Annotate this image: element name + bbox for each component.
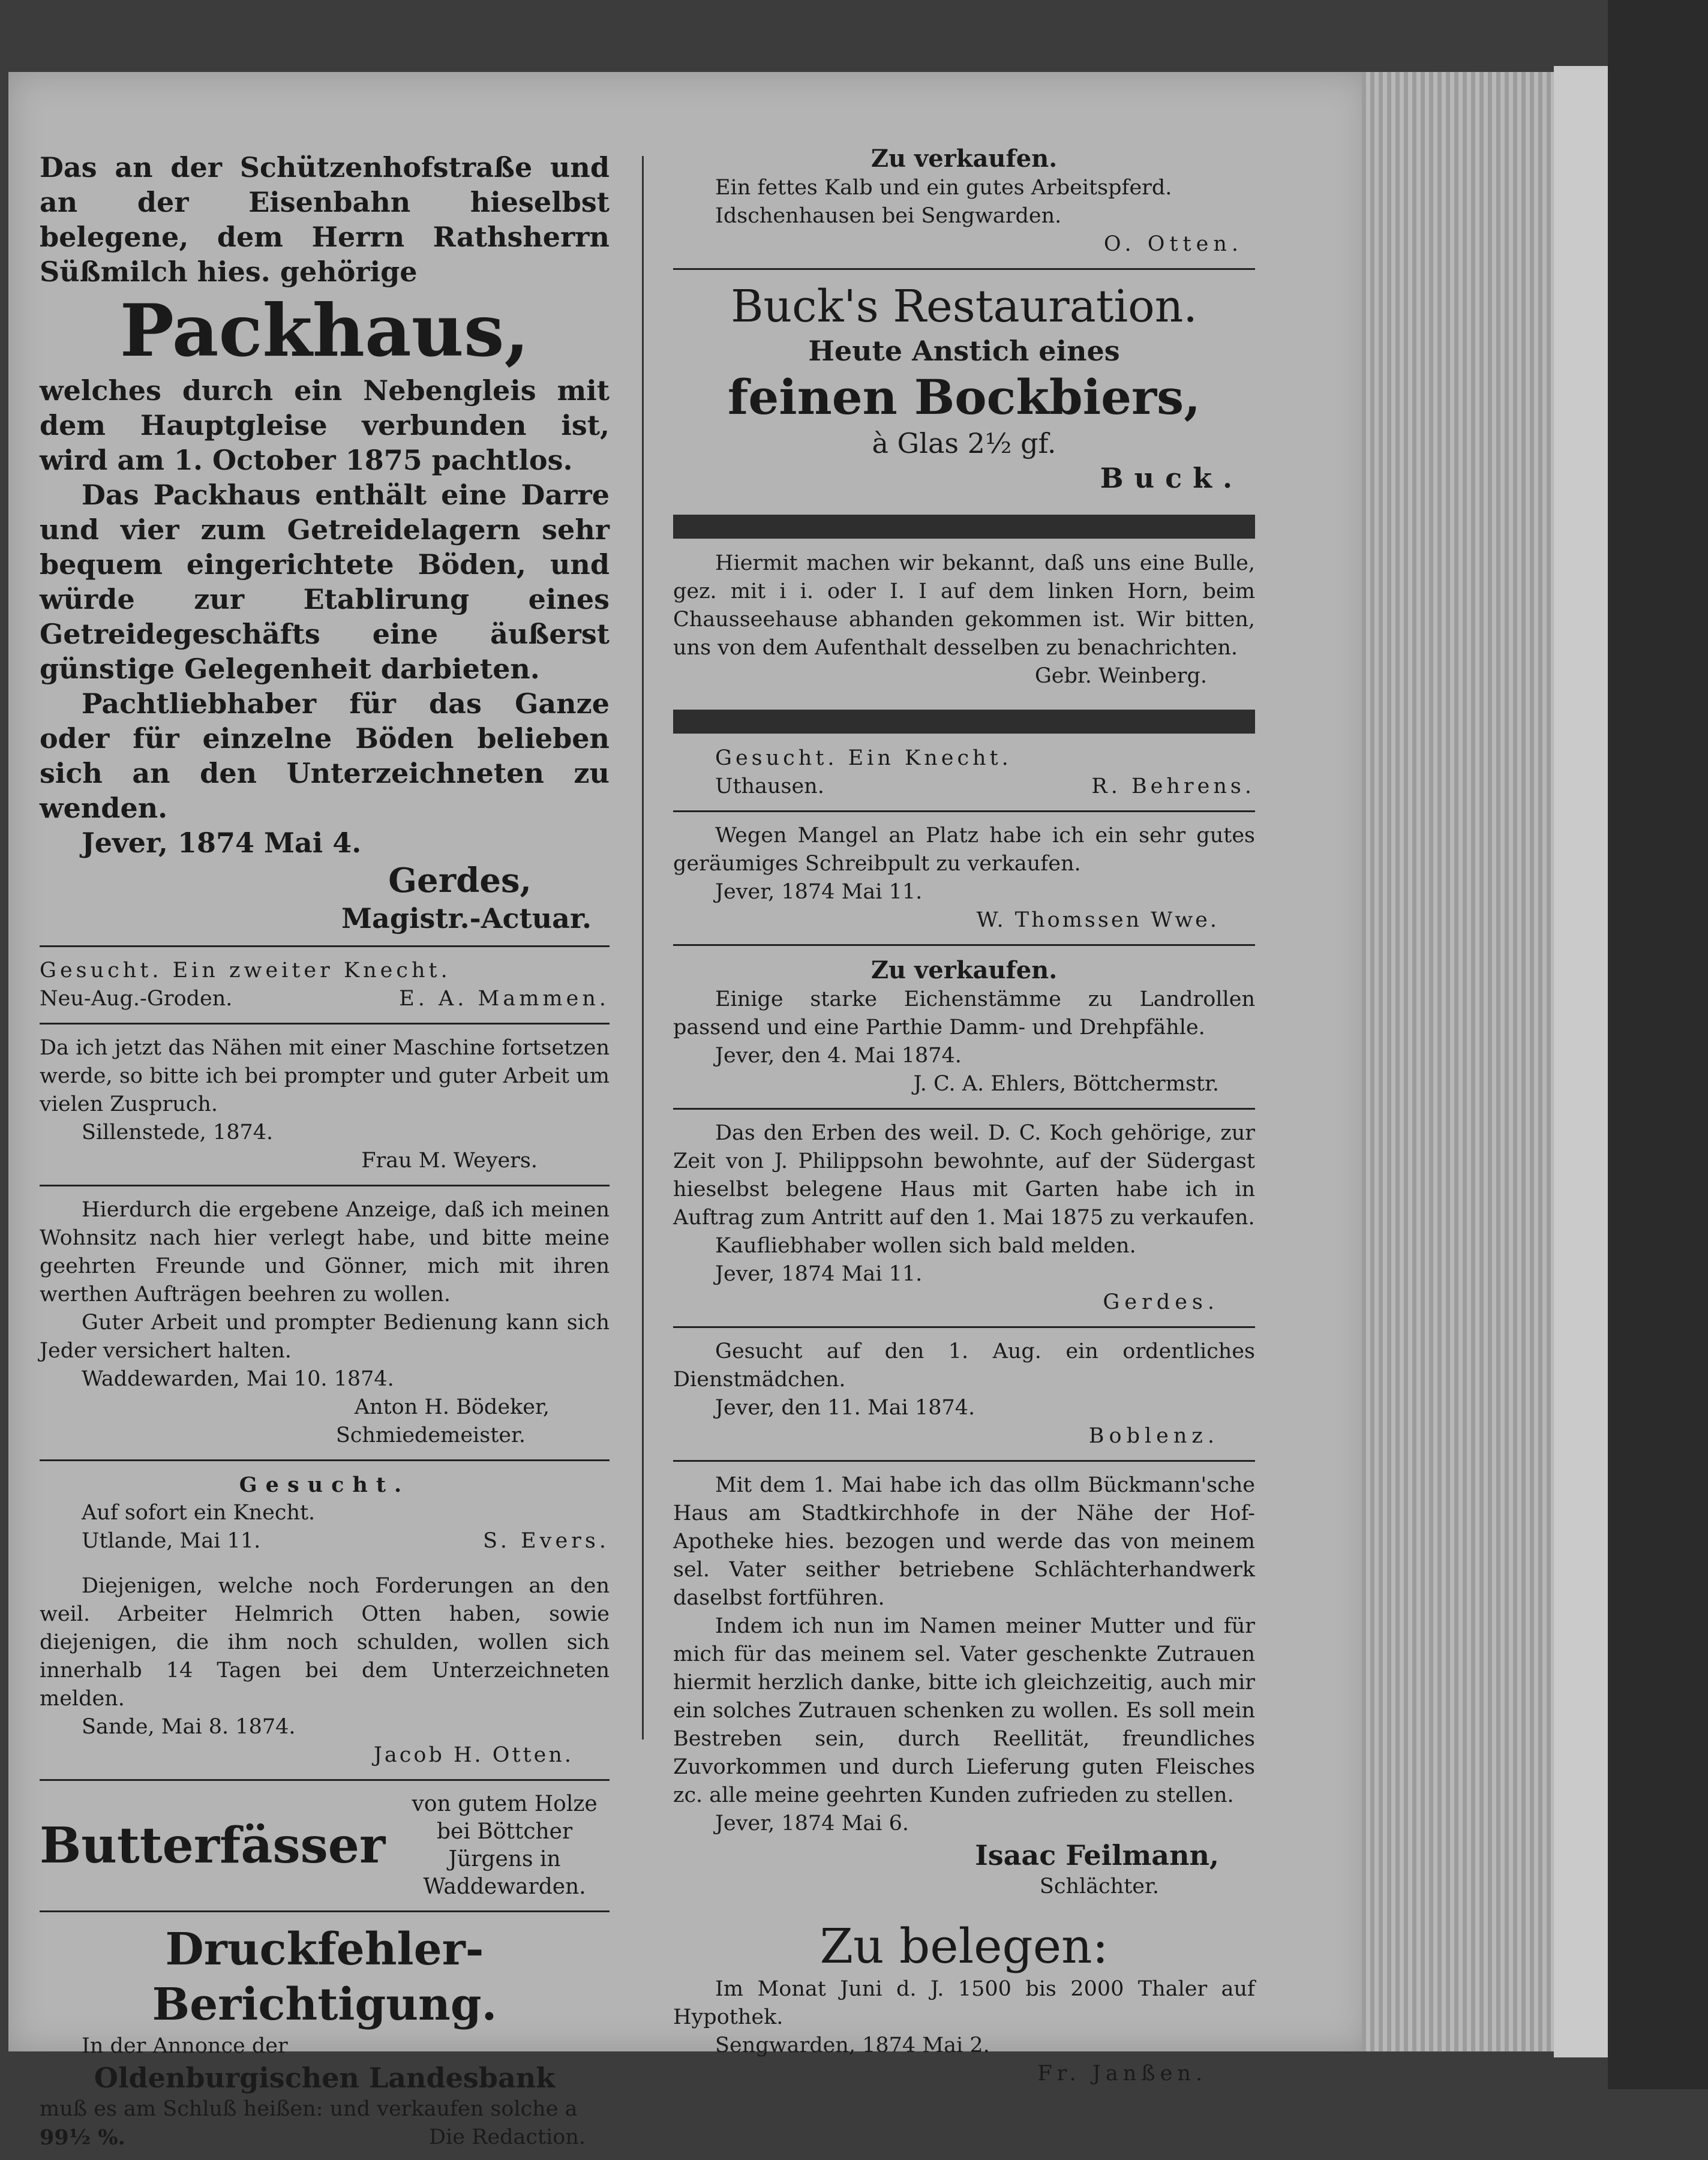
buck-name: Buck. bbox=[1100, 462, 1243, 494]
packhaus-signer-title: Magistr.-Actuar. bbox=[341, 902, 592, 935]
divider bbox=[673, 810, 1255, 812]
knecht2-line: Gesucht. Ein zweiter Knecht. bbox=[40, 959, 451, 983]
schreibpult-text: Wegen Mangel an Platz habe ich ein sehr gutes geräumiges Schreibpult zu verkaufen. bbox=[673, 824, 1255, 876]
feilmann-place: Jever, 1874 Mai 6. bbox=[715, 1811, 909, 1835]
boblenz-place: Jever, den 11. Mai 1874. bbox=[715, 1396, 975, 1420]
otten-place: Sande, Mai 8. 1874. bbox=[82, 1715, 296, 1739]
evers-line: Auf sofort ein Knecht. bbox=[82, 1501, 316, 1525]
belegen-text: Im Monat Juni d. J. 1500 bis 2000 Thaler auf Hypothek. bbox=[673, 1977, 1255, 2029]
koch-p2: Kaufliebhaber wollen sich bald melden. bbox=[715, 1234, 1136, 1258]
naehen-text: Da ich jetzt das Nähen mit einer Maschine fortsetzen werde, so bitte ich bei prompter und guter Arbeit um vielen Zuspruch. bbox=[40, 1036, 610, 1116]
behrens-name: R. Behrens. bbox=[1091, 774, 1255, 798]
boblenz-text: Gesucht auf den 1. Aug. ein ordentliches Dienstmädchen. bbox=[673, 1339, 1255, 1392]
druckfehler-line2: muß es am Schluß heißen: und verkaufen solche a bbox=[40, 2097, 578, 2121]
eichen-title: Zu verkaufen. bbox=[870, 956, 1058, 984]
ad-verkauf-kalb bbox=[673, 144, 1255, 267]
eichen-place: Jever, den 4. Mai 1874. bbox=[715, 1044, 962, 1068]
verkauf1-title: Zu verkaufen. bbox=[870, 145, 1058, 173]
ad-bulle bbox=[673, 549, 1255, 699]
behrens-line: Gesucht. Ein Knecht. bbox=[715, 746, 1012, 770]
left-column bbox=[40, 142, 610, 2160]
boblenz-name: Boblenz. bbox=[1088, 1424, 1219, 1448]
heavy-rule bbox=[673, 515, 1255, 539]
divider bbox=[673, 1326, 1255, 1328]
ad-druckfehler bbox=[40, 1913, 610, 2160]
druckfehler-line1: In der Annonce der bbox=[82, 2034, 288, 2058]
divider bbox=[673, 1460, 1255, 1462]
knecht2-place: Neu-Aug.-Groden. bbox=[40, 987, 233, 1011]
divider bbox=[40, 1459, 610, 1461]
divider bbox=[40, 1779, 610, 1781]
butter-head: Butterfässer bbox=[40, 1817, 386, 1874]
divider bbox=[40, 1185, 610, 1186]
feilmann-p2: Indem ich nun im Namen meiner Mutter und für mich für das meinem sel. Vater geschenkte Zutrauen hiermit herzlich danke, bitte ich gleichzeitig, auch mir ein solches Zutrauen schenken zu wollen. Es soll mein Bestreben sein, durch Reellität, freundliches Zuvorkommen und durch Lieferung guten Fleisches zc. alle meine geehrten Kunden zufrieden zu stellen. bbox=[673, 1614, 1255, 1807]
packhaus-intro: Das an der Schützenhofstraße und an der Eisenbahn hieselbst belegene, dem Herrn Rathsherrn Süßmilch hies. gehörige bbox=[40, 151, 610, 288]
belegen-name: Fr. Janßen. bbox=[1037, 2062, 1207, 2086]
verkauf1-name: O. Otten. bbox=[1103, 232, 1243, 256]
packhaus-p2: Das Packhaus enthält eine Darre und vier zum Getreidelagern sehr bequem eingerichtete Böden, und würde zur Etablirung eines Getreidegeschäfts eine äußerst günstige Gelegenheit darbieten. bbox=[40, 479, 610, 685]
otten-text: Diejenigen, welche noch Forderungen an den weil. Arbeiter Helmrich Otten haben, sowie diejenigen, die ihm noch schulden, wollen sich innerhalb 14 Tagen bei dem Unterzeichneten melden. bbox=[40, 1574, 610, 1711]
divider bbox=[673, 944, 1255, 946]
behrens-place: Uthausen. bbox=[715, 774, 824, 798]
ad-feilmann bbox=[673, 1463, 1255, 1909]
ad-behrens bbox=[673, 744, 1255, 809]
ad-otten bbox=[40, 1564, 610, 1778]
ad-evers bbox=[40, 1462, 610, 1564]
knecht2-name: E. A. Mammen. bbox=[399, 987, 610, 1011]
ad-eichen bbox=[673, 947, 1255, 1107]
belegen-title: Zu belegen: bbox=[820, 1918, 1109, 1974]
buck-line2: feinen Bockbiers, bbox=[727, 369, 1201, 425]
packhaus-p3: Pachtliebhaber für das Ganze oder für einzelne Böden belieben sich an den Unterzeichneten zu wenden. bbox=[40, 687, 610, 824]
column-divider bbox=[642, 156, 644, 1740]
naehen-name: Frau M. Weyers. bbox=[361, 1149, 538, 1173]
feilmann-name: Isaac Feilmann, bbox=[975, 1839, 1219, 1871]
boedeker-name: Anton H. Bödeker, bbox=[354, 1395, 550, 1419]
bulle-text: Hiermit machen wir bekannt, daß uns eine Bulle, gez. mit i i. oder I. I auf dem linken Horn, beim Chausseehause abhanden gekommen ist. Wir bitten, uns von dem Aufenthalt desselben zu benachrichten. bbox=[673, 551, 1255, 660]
divider bbox=[673, 268, 1255, 270]
packhaus-title: Packhaus, bbox=[119, 289, 530, 373]
schreibpult-name: W. Thomssen Wwe. bbox=[976, 908, 1219, 932]
ad-koch bbox=[673, 1111, 1255, 1325]
schreibpult-place: Jever, 1874 Mai 11. bbox=[715, 880, 923, 904]
druckfehler-bank: Oldenburgischen Landesbank bbox=[94, 2062, 556, 2094]
divider bbox=[40, 945, 610, 947]
druckfehler-name: Die Redaction. bbox=[428, 2125, 586, 2149]
heavy-rule bbox=[673, 710, 1255, 734]
buck-title: Buck's Restauration. bbox=[731, 281, 1197, 332]
evers-head: Gesucht. bbox=[239, 1473, 410, 1497]
boedeker-p1: Hierdurch die ergebene Anzeige, daß ich meinen Wohnsitz nach hier verlegt habe, und bitte meine geehrten Freunde und Gönner, mich mit ihren werthen Aufträgen beehren zu wollen. bbox=[40, 1198, 610, 1306]
koch-p1: Das den Erben des weil. D. C. Koch gehörige, zur Zeit von J. Philippsohn bewohnte, auf der Südergast hieselbst belegene Haus mit Garten habe ich in Auftrag zum Antritt auf den 1. Mai 1875 zu verkaufen. bbox=[673, 1121, 1255, 1230]
buck-line3: à Glas 2½ gf. bbox=[872, 427, 1056, 459]
packhaus-p1: welches durch ein Nebengleis mit dem Hauptgleise verbunden ist, wird am 1. October 1875 pachtlos. bbox=[40, 374, 610, 476]
evers-name: S. Evers. bbox=[483, 1529, 610, 1553]
ad-knecht2 bbox=[40, 948, 610, 1022]
ad-belegen bbox=[673, 1909, 1255, 2096]
boedeker-place: Waddewarden, Mai 10. 1874. bbox=[82, 1367, 394, 1391]
book-cover-edge bbox=[1554, 66, 1608, 2057]
ad-buck bbox=[673, 271, 1255, 504]
butter-text: von gutem Holze bei Böttcher Jürgens in Waddewarden. bbox=[412, 1792, 598, 1899]
buck-line1: Heute Anstich eines bbox=[808, 335, 1120, 367]
eichen-text: Einige starke Eichenstämme zu Landrollen passend und eine Parthie Damm- und Drehpfähle. bbox=[673, 987, 1255, 1040]
druckfehler-title: Druckfehler-Berichtigung. bbox=[152, 1924, 497, 2030]
eichen-name: J. C. A. Ehlers, Böttchermstr. bbox=[913, 1072, 1219, 1096]
ad-packhaus bbox=[40, 142, 610, 944]
koch-place: Jever, 1874 Mai 11. bbox=[715, 1262, 923, 1286]
packhaus-signer: Gerdes, bbox=[388, 861, 532, 900]
divider bbox=[40, 1910, 610, 1912]
ad-boblenz bbox=[673, 1329, 1255, 1459]
bulle-name: Gebr. Weinberg. bbox=[1034, 664, 1207, 688]
naehen-place: Sillenstede, 1874. bbox=[82, 1120, 274, 1144]
right-column bbox=[673, 144, 1255, 2096]
ad-naehen bbox=[40, 1026, 610, 1183]
feilmann-p1: Mit dem 1. Mai habe ich das ollm Bückmann'sche Haus am Stadtkirchhofe in der Nähe der Hof-Apotheke hies. bezogen und werde das von meinem sel. Vater seither betriebene Schlächterhandwerk daselbst fortführen. bbox=[673, 1473, 1255, 1610]
divider bbox=[40, 1023, 610, 1025]
evers-place: Utlande, Mai 11. bbox=[82, 1529, 261, 1553]
verkauf1-line2: Idschenhausen bei Sengwarden. bbox=[715, 204, 1062, 228]
book-page-edges bbox=[1362, 72, 1554, 2051]
packhaus-place-date: Jever, 1874 Mai 4. bbox=[82, 827, 362, 859]
ad-butterfaesser bbox=[40, 1782, 610, 1909]
otten-name: Jacob H. Otten. bbox=[373, 1743, 574, 1767]
ad-schreibpult bbox=[673, 813, 1255, 943]
boedeker-p2: Guter Arbeit und prompter Bedienung kann sich Jeder versichert halten. bbox=[40, 1311, 610, 1363]
druckfehler-rate: 99½ %. bbox=[40, 2125, 125, 2150]
ad-boedeker bbox=[40, 1188, 610, 1458]
belegen-place: Sengwarden, 1874 Mai 2. bbox=[715, 2033, 990, 2057]
verkauf1-line1: Ein fettes Kalb und ein gutes Arbeitspferd. bbox=[715, 176, 1172, 200]
koch-name: Gerdes. bbox=[1103, 1290, 1219, 1314]
background-right bbox=[1608, 0, 1708, 2089]
feilmann-title: Schlächter. bbox=[1039, 1874, 1159, 1898]
divider bbox=[673, 1108, 1255, 1110]
boedeker-title: Schmiedemeister. bbox=[335, 1423, 526, 1447]
